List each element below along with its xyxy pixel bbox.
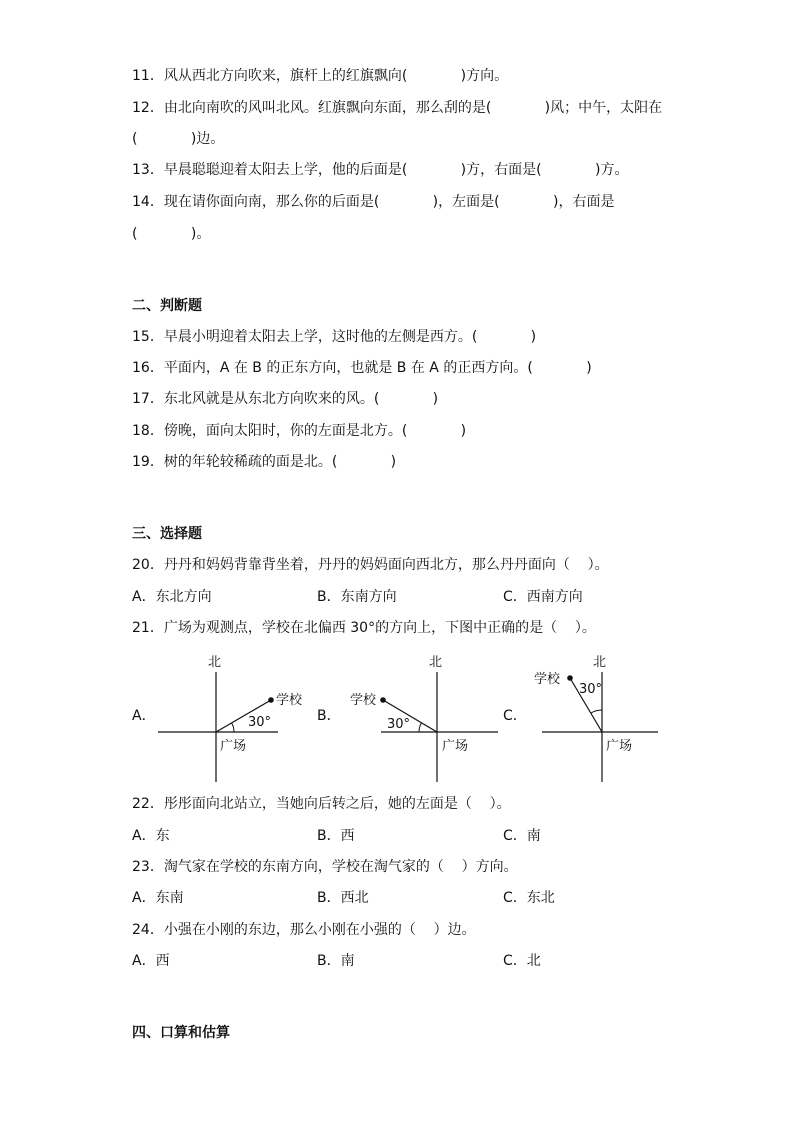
angle-arc	[232, 723, 234, 732]
question-14: 14．现在请你面向南，那么你的后面是( )，左面是( )，右面是	[132, 194, 615, 210]
q22-option-c: C．南	[503, 828, 541, 844]
angle-arc	[591, 710, 602, 713]
question-12-continued: ( )边。	[132, 131, 225, 147]
school-dot	[380, 697, 386, 703]
q20-option-b: B．东南方向	[317, 589, 397, 605]
q21-option-c-label: C．	[503, 708, 527, 724]
question-12: 12．由北向南吹的风叫北风。红旗飘向东面，那么刮的是( )风；中午，太阳在	[132, 100, 663, 116]
question-20: 20．丹丹和妈妈背靠背坐着，丹丹的妈妈面向西北方，那么丹丹面向（ ）。	[132, 557, 609, 573]
question-11: 11．风从西北方向吹来，旗杆上的红旗飘向( )方向。	[132, 68, 509, 84]
question-13: 13．早晨聪聪迎着太阳去上学，他的后面是( )方，右面是( )方。	[132, 162, 629, 178]
question-24: 24．小强在小刚的东边，那么小刚在小强的（ ）边。	[132, 922, 476, 938]
q24-option-a: A．西	[132, 953, 170, 969]
question-22: 22．彤彤面向北站立，当她向后转之后，她的左面是（ ）。	[132, 796, 511, 812]
north-label: 北	[208, 655, 222, 670]
north-label: 北	[593, 655, 607, 670]
plaza-label: 广场	[442, 739, 469, 754]
question-21: 21．广场为观测点，学校在北偏西 30°的方向上，下图中正确的是（ ）。	[132, 620, 596, 636]
q21-option-a-label: A．	[132, 708, 156, 724]
q22-option-a: A．东	[132, 828, 170, 844]
section-heading-mental-math: 四、口算和估算	[132, 1025, 230, 1041]
school-label: 学校	[350, 693, 377, 708]
school-dot	[268, 697, 274, 703]
school-dot	[567, 675, 573, 681]
question-18: 18．傍晚，面向太阳时，你的左面是北方。( )	[132, 423, 467, 439]
q21-option-b-label: B．	[317, 708, 341, 724]
plaza-label: 广场	[606, 739, 633, 754]
question-16: 16．平面内，A 在 B 的正东方向，也就是 B 在 A 的正西方向。( )	[132, 360, 592, 376]
angle-label: 30°	[248, 715, 272, 730]
q24-option-c: C．北	[503, 953, 541, 969]
q23-option-b: B．西北	[317, 890, 369, 906]
question-23: 23．淘气家在学校的东南方向，学校在淘气家的（ ）方向。	[132, 859, 518, 875]
diagram-c	[530, 650, 670, 790]
angle-label: 30°	[387, 717, 411, 732]
q23-option-a: A．东南	[132, 890, 184, 906]
question-19: 19．树的年轮较稀疏的面是北。( )	[132, 454, 397, 470]
q24-option-b: B．南	[317, 953, 355, 969]
q22-option-b: B．西	[317, 828, 355, 844]
diagram-b	[345, 650, 505, 790]
question-15: 15．早晨小明迎着太阳去上学，这时他的左侧是西方。( )	[132, 329, 537, 345]
question-17: 17．东北风就是从东北方向吹来的风。( )	[132, 391, 439, 407]
q20-option-a: A．东北方向	[132, 589, 212, 605]
school-label: 学校	[276, 693, 303, 708]
q23-option-c: C．东北	[503, 890, 555, 906]
diagram-a	[150, 650, 303, 790]
q20-option-c: C．西南方向	[503, 589, 583, 605]
north-label: 北	[429, 655, 443, 670]
school-label: 学校	[534, 672, 561, 687]
plaza-label: 广场	[220, 739, 247, 754]
question-14-continued: ( )。	[132, 226, 211, 242]
section-heading-judgment: 二、判断题	[132, 298, 202, 314]
section-heading-choice: 三、选择题	[132, 526, 202, 542]
angle-arc	[419, 723, 421, 732]
angle-label: 30°	[579, 682, 603, 697]
